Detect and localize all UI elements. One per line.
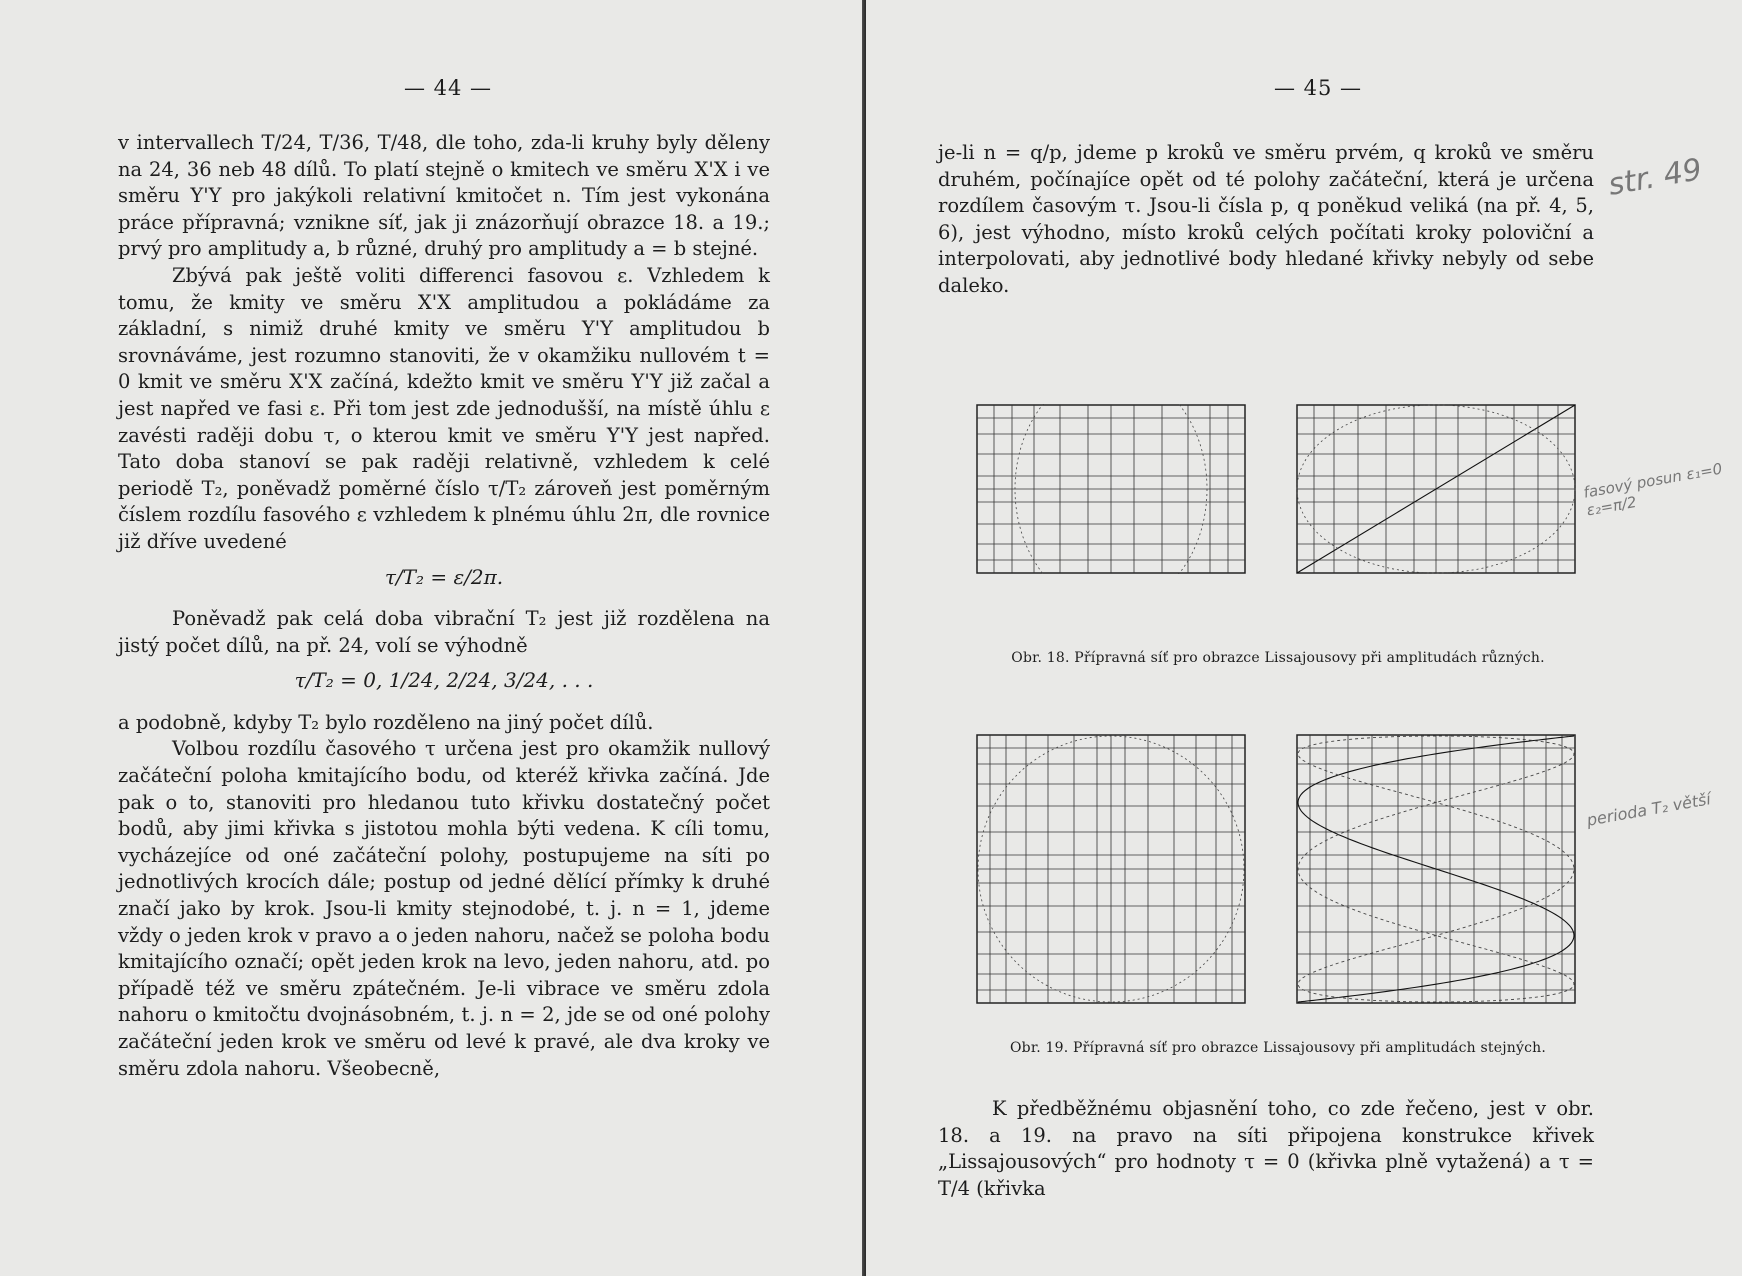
page-number-right: — 45 — [1273,76,1363,100]
page-number-left: — 44 — [403,76,493,100]
left-page [0,0,862,1276]
right-text-bottom [938,1096,1594,1202]
equation-phase: τ/T₂ = ε/2π. [384,564,504,589]
grid-with-circle [976,404,1246,574]
handwritten-note-low: perioda T₂ větší [1585,789,1713,830]
right-text-top [938,140,1594,300]
figure-18-caption: Obr. 18. Přípravná síť pro obrazce Lissajousovy při amplitudách různých. [1011,650,1545,666]
right-page [866,0,1742,1276]
figure-19-caption: Obr. 19. Přípravná síť pro obrazce Lissajousovy při amplitudách stejných. [1010,1040,1546,1056]
figure-19-left-grid [976,734,1246,1004]
square-grid-with-lissajous [1296,734,1576,1004]
handwritten-note-top: str. 49 [1605,152,1705,203]
square-grid-with-circle [976,734,1246,1004]
paragraph-bottom: K předběžnému objasnění toho, co zde řečeno, jest v obr. 18. a 19. na pravo na síti připojena konstrukce křivek „Lissajousových“ pro hodnoty τ = 0 (křivka plně vytažená) a τ = T/4 (křivka [938,1097,1594,1200]
figure-18-right-grid [1296,404,1576,574]
left-text-column [118,130,770,1082]
paragraph-1: v intervallech T/24, T/36, T/48, dle toho, zda-li kruhy byly děleny na 24, 36 neb 48 dílů. To platí stejně o kmitech ve směru X'X i ve směru Y'Y pro jakýkoli relativní kmitočet n. Tím jest vykonána práce přípravná; vznikne síť, jak ji znázorňují obrazce 18. a 19.; prvý pro amplitudy a, b různé, druhý pro amplitudy a = b stejné. [118,131,770,261]
paragraph-4: a podobně, kdyby T₂ bylo rozděleno na jiný počet dílů. [118,710,654,734]
paragraph-5: Volbou rozdílu časového τ určena jest pro okamžik nullový začáteční poloha kmitajícího bodu, od kteréž křivka začíná. Jde pak o to, stanoviti pro hledanou tuto křivku dostatečný počet bodů, aby jimi křivka s jistotou mohla býti vedena. K cíli tomu, vycházejíce od oné začáteční polohy, postupujeme na síti po jednotlivých krocích dále; postup od jedné dělící přímky k druhé značí jako by krok. Jsou-li kmity stejnodobé, t. j. n = 1, jdeme vždy o jeden krok v pravo a o jeden nahoru, načež se poloha bodu kmitajícího označí; opět jeden krok na levo, jeden nahoru, atd. po případě též ve směru zpátečném. Je-li vibrace ve směru zdola nahoru o kmitočtu dvojnásobném, t. j. n = 2, jde se od oné polohy začáteční jeden krok ve směru od levé k pravé, ale dva kroky ve směru zdola nahoru. Všeobecně, [118,737,770,1080]
grid-with-diagonal [1296,404,1576,574]
equation-fractions: τ/T₂ = 0, 1/24, 2/24, 3/24, . . . [294,668,594,693]
paragraph-3: Poněvadž pak celá doba vibrační T₂ jest již rozdělena na jistý počet dílů, na př. 24, volí se výhodně [118,607,770,657]
figure-18-left-grid [976,404,1246,574]
paragraph-2: Zbývá pak ještě voliti differenci fasovou ε. Vzhledem k tomu, že kmity ve směru X'X amplitudou a pokládáme za základní, s nimiž druhé kmity ve směru Y'Y amplitudou b srovnáváme, jest rozumno stanoviti, že v okamžiku nullovém t = 0 kmit ve směru X'X začíná, kdežto kmit ve směru Y'Y již začal a jest napřed ve fasi ε. Při tom jest zde jednodušší, na místě úhlu ε zavésti raději dobu τ, o kterou kmit ve směru Y'Y jest napřed. Tato doba stanoví se pak raději relativně, vzhledem k celé periodě T₂, poněvadž poměrné číslo τ/T₂ zároveň jest poměrným číslem rozdílu fasového ε vzhledem k plnému úhlu 2π, dle rovnice již dříve uvedené [118,263,770,553]
paragraph-top: je-li n = q/p, jdeme p kroků ve směru prvém, q kroků ve směru druhém, počínajíce opět od té polohy začáteční, která je určena rozdílem časovým τ. Jsou-li čísla p, q poněkud veliká (na př. 4, 5, 6), jest výhodno, místo kroků celých počítati kroky poloviční a interpolovati, aby jednotlivé body hledané křivky nebyly od sebe daleko. [938,141,1594,297]
handwritten-note-mid: fasový posun ε₁=0 ε₂=π/2 [1582,459,1724,520]
figure-19-right-grid [1296,734,1576,1004]
